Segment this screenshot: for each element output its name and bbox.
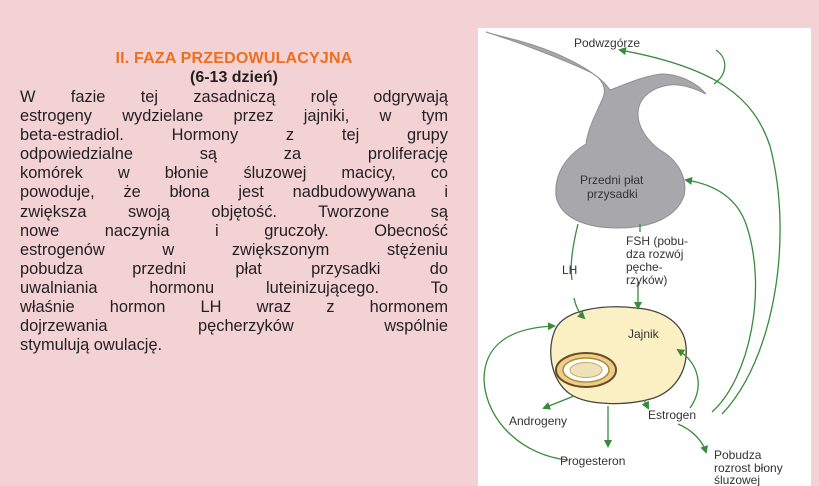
section-subtitle: (6-13 dzień) — [189, 69, 278, 86]
label-hypothalamus: Podwzgórze — [574, 36, 641, 50]
body-line: pobudza przedni płat przysadki do — [20, 259, 448, 278]
hormone-diagram — [478, 28, 811, 486]
follicle-inner — [570, 363, 602, 378]
label-stimulates-line1: Pobudza — [714, 448, 762, 462]
body-line: estrogeny wydzielane przez jajniki, w tym — [20, 107, 448, 126]
body-line: właśnie hormon LH wraz z hormonem — [20, 298, 448, 317]
label-fsh-line1: FSH (pobu- — [626, 234, 689, 248]
body-line: uwalniania hormonu luteinizującego. To — [20, 278, 448, 297]
arrow-estrogen-to-stimulus — [678, 424, 706, 452]
section-body — [20, 88, 448, 355]
body-line: komórek w błonie śluzowej macicy, co — [20, 164, 448, 183]
text-section — [20, 50, 448, 355]
body-line: odpowiedzialne są za proliferację — [20, 145, 448, 164]
body-line: dojrzewania pęcherzyków wspólnie — [20, 317, 448, 336]
body-line: W fazie tej zasadniczą rolę odgrywają — [20, 88, 448, 106]
label-fsh-line2: dza rozwój — [626, 247, 684, 261]
body-line: zwiększa swoją objętość. Tworzone są — [20, 202, 448, 221]
label-lh: LH — [562, 263, 578, 277]
label-pituitary-line1: Przedni płat — [580, 173, 644, 187]
section-title: II. FAZA PRZEDOWULACYJNA — [115, 50, 353, 67]
label-androgens: Androgeny — [509, 414, 568, 428]
arrow-ovary-to-androgens — [544, 396, 574, 408]
label-stimulates-line3: śluzowej — [714, 474, 761, 486]
label-fsh-line3: pęche- — [626, 260, 663, 274]
arrow-hypothalamus-outline — [714, 50, 725, 84]
body-line: estrogenów w zwiększonym stężeniu — [20, 240, 448, 259]
label-pituitary-line2: przysadki — [587, 187, 638, 201]
arrow-estrogen-to-pituitary — [686, 180, 756, 412]
body-line: stymulują owulację. — [20, 336, 163, 355]
label-progesterone: Progesteron — [560, 454, 626, 468]
body-line: powoduje, że błona jest nadbudowywana i — [20, 183, 448, 202]
arrow-ovary-to-estrogen — [644, 400, 648, 408]
label-estrogen: Estrogen — [648, 408, 697, 422]
body-line: beta-estradiol. Hormony z tej grupy — [20, 126, 448, 145]
label-ovary: Jajnik — [628, 327, 659, 341]
label-fsh-line4: rzyków) — [626, 273, 668, 287]
label-stimulates-line2: rozrost błony — [714, 461, 783, 475]
body-line: nowe naczynia i gruczoły. Obecność — [20, 221, 448, 240]
